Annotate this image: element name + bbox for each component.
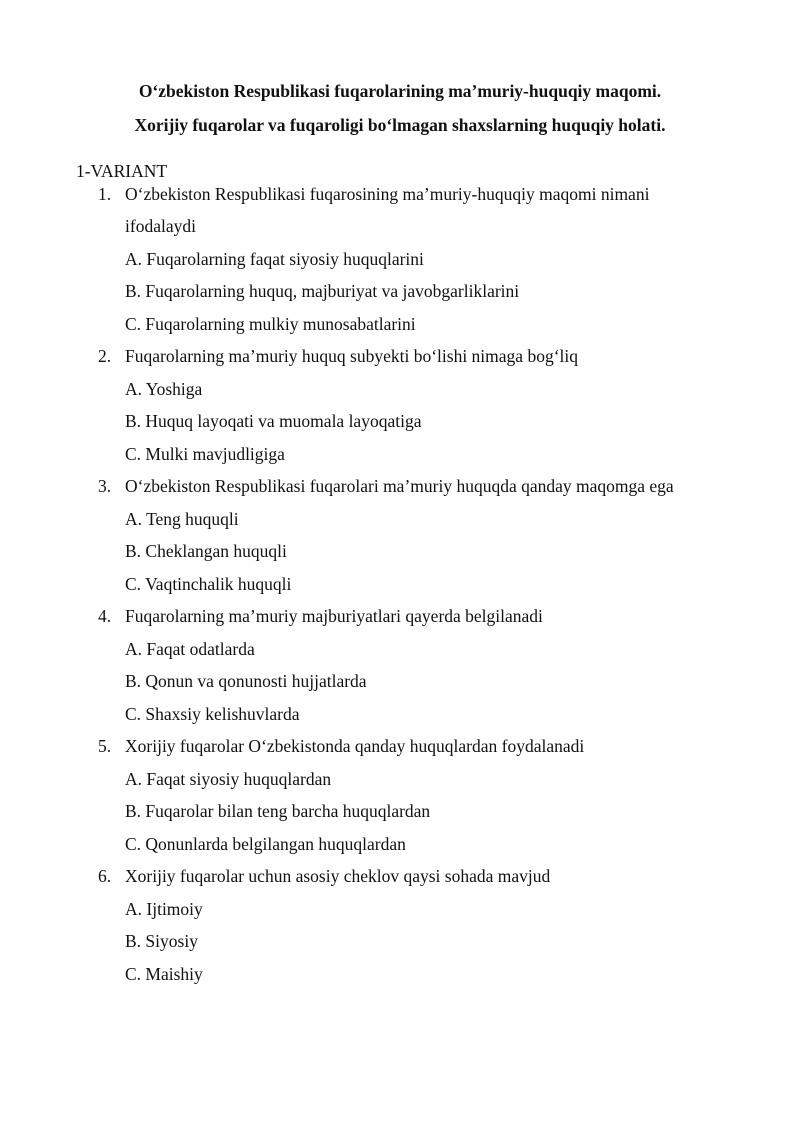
option-c: C. Shaxsiy kelishuvlarda [125,703,300,724]
question-number: 1. [98,183,112,204]
question-4 [0,600,800,730]
option-b: B. Siyosiy [125,931,198,951]
question-number: 4. [98,606,112,626]
option-b: B. Fuqarolarning huquq, majburiyat va javobgarliklarini [125,281,520,301]
question-text: Xorijiy fuqarolar uchun asosiy cheklov qaysi sohada mavjud [125,866,551,886]
question-text: O‘zbekiston Respublikasi fuqarosining ma’muriy-huquqiy maqomi nimani ifodalaydi [125,183,650,236]
option-b: B. Fuqarolar bilan teng barcha huquqlardan [125,801,431,821]
question-text: O‘zbekiston Respublikasi fuqarolari ma’muriy huquqda qanday maqomga ega [125,476,674,496]
question-number: 3. [98,476,112,496]
document-title [0,74,800,142]
question-number: 2. [98,346,112,366]
option-a: A. Faqat odatlarda [125,638,255,659]
option-b: B. Cheklangan huquqli [125,541,287,561]
question-2 [0,340,800,470]
option-b: B. Qonun va qonunosti hujjatlarda [125,671,367,691]
option-c: C. Vaqtinchalik huquqli [125,573,292,594]
question-text: Fuqarolarning ma’muriy huquq subyekti bo‘lishi nimaga bog‘liq [125,346,578,366]
question-number: 6. [98,866,112,886]
title-line-1: O‘zbekiston Respublikasi fuqarolarining ma’muriy-huquqiy maqomi. [138,81,662,101]
question-text: Xorijiy fuqarolar O‘zbekistonda qanday huquqlardan foydalanadi [125,736,585,756]
question-text: Fuqarolarning ma’muriy majburiyatlari qayerda belgilanadi [125,606,543,626]
option-b: B. Huquq layoqati va muomala layoqatiga [125,411,422,431]
option-c: C. Maishiy [125,963,203,984]
option-a: A. Ijtimoiy [125,898,203,919]
question-1 [0,178,800,341]
option-a: A. Fuqarolarning faqat siyosiy huquqlarini [125,248,424,269]
option-a: A. Faqat siyosiy huquqlardan [125,768,332,789]
option-a: A. Teng huquqli [125,508,239,529]
question-6 [0,860,800,990]
question-list [0,183,800,990]
option-c: C. Qonunlarda belgilangan huquqlardan [125,833,406,854]
title-line-2: Xorijiy fuqarolar va fuqaroligi bo‘lmagan shaxslarning huquqiy holati. [134,115,666,135]
question-3 [0,470,800,600]
option-c: C. Fuqarolarning mulkiy munosabatlarini [125,313,416,334]
option-a: A. Yoshiga [125,378,203,399]
question-5 [0,730,800,860]
question-number: 5. [98,736,112,756]
option-c: C. Mulki mavjudligiga [125,443,285,464]
variant-label: 1-VARIANT [76,161,168,181]
